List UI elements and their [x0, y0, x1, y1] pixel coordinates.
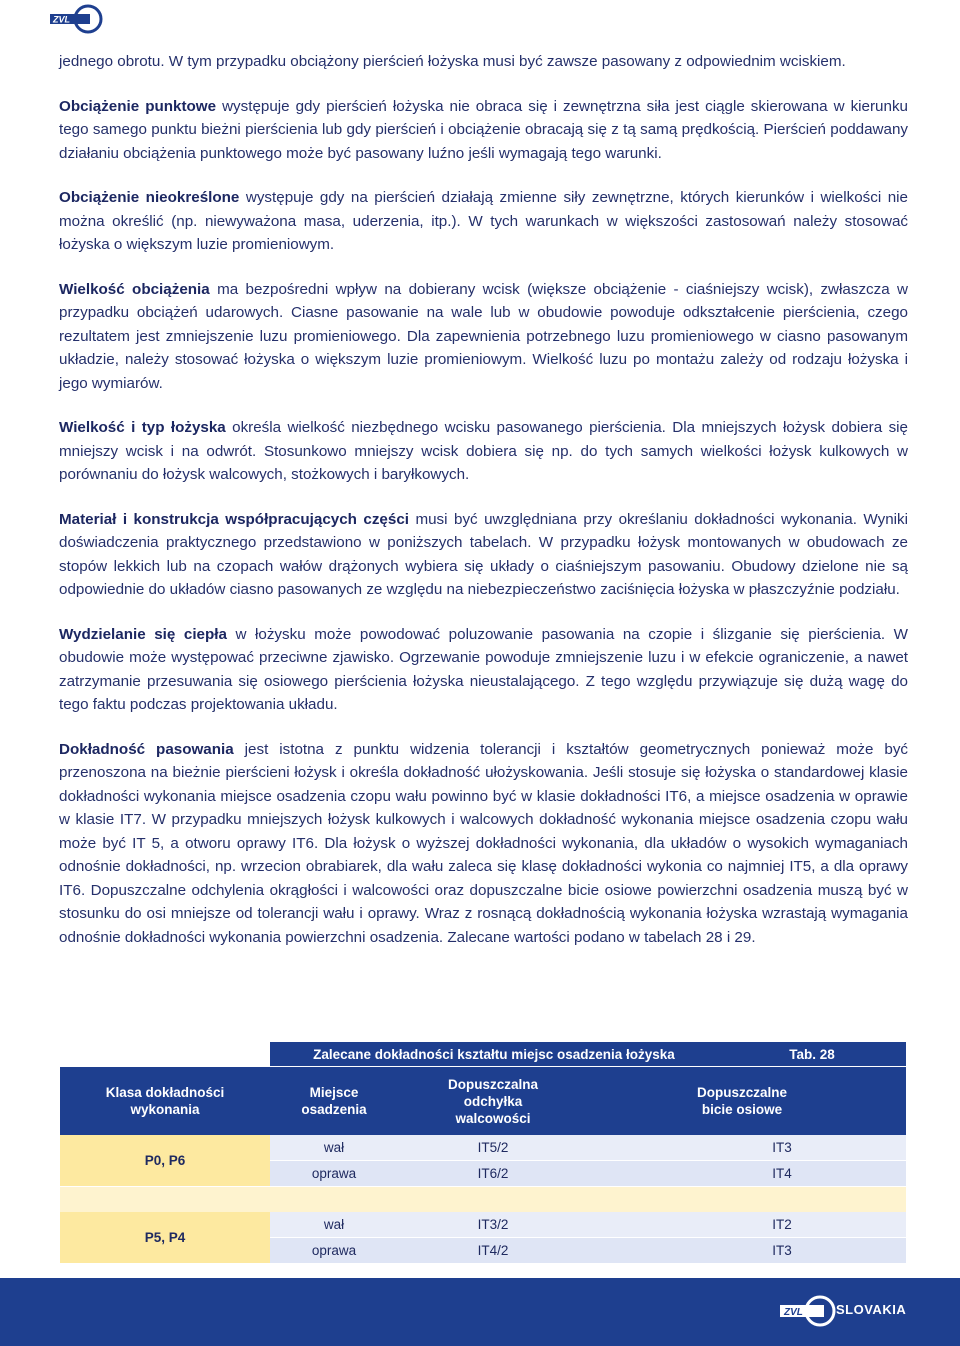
table-row: [60, 1212, 906, 1238]
paragraph-lead-term: Wielkość i typ łożyska: [59, 419, 226, 436]
table-number: Tab. 28: [718, 1042, 906, 1067]
col-header-cyl: Dopuszczalna odchyłka walcowości: [398, 1067, 588, 1136]
runout-cell: IT3: [588, 1135, 906, 1161]
table-header-row: [60, 1067, 906, 1136]
paragraph-lead-term: Wielkość obciążenia: [59, 280, 210, 298]
paragraph-lead-term: Obciążenie nieokreślone: [59, 189, 240, 206]
paragraph-text: w łożysku może powodować poluzowanie pasowania na czopie i ślizganie się pierścienia. W obudowie może występować przeciwne zjawisko. Ogrzewanie powoduje zmniejszenie luzu i w efekcie ograniczenie, a nawet zatrzymanie przesuwania się osiowego pierścienia łożyska nieustalającego. Z tego względu przywiązuje się dużą wagę do tego faktu podczas projektowania układu.: [59, 625, 908, 713]
paragraph: [59, 416, 908, 487]
paragraph-text: ma bezpośredni wpływ na dobierany wcisk (większe obciążenie - ciaśniejszy wcisk), zwłaszcza w przypadku obciążeń udarowych. Ciasne pasowanie na wale lub w obudowie powoduje odkształcenie pierścienia, czego rezultatem jest zmniejszenie luzu promieniowego. Dla zapewnienia potrzebnego luzu promieniowego w ciasno pasowanym układzie, należy stosować łożyska o większym luzie promieniowym. Wielkość luzu po montażu zależy od rodzaju łożyska i jego wymiarów.: [59, 280, 908, 392]
class-cell: P0, P6: [60, 1135, 270, 1187]
paragraph-text: występuje gdy na pierścień działają zmienne siły zewnętrzne, których kierunków i wielkości nie można określić (np. niewyważona masa, uderzenia, itp.). W tych warunkach w większości zastosowań należy stosować łożyska o większym luzie promieniowym.: [59, 189, 908, 253]
table-title-row: [60, 1042, 906, 1067]
table-separator: [60, 1187, 906, 1213]
class-cell: P5, P4: [60, 1212, 270, 1264]
document-body: [59, 50, 908, 970]
paragraph: [59, 50, 908, 74]
col-header-class: Klasa dokładności wykonania: [60, 1067, 270, 1136]
paragraph-lead-term: Materiał i konstrukcja współpracujących części: [59, 510, 409, 528]
paragraph-text: musi być uwzględniana przy określaniu dokładności wykonania. Wyniki doświadczenia praktycznego przedstawiono w poniższych tabelach. W przypadku łożysk montowanych w obudowach ze stopów lekkich lub na czopach wałów drążonych wybiera się układy o ciaśniejszym pasowaniu. Obudowy dzielone nie są odpowiednie do układów ciasno pasowanych ze względu na niebezpieczeństwo zaciśnięcia łożyska w płaszczyźnie podziału.: [59, 510, 908, 598]
footer-logo-text: ZVL: [784, 1307, 803, 1318]
paragraph-text: jednego obrotu. W tym przypadku obciążony pierścień łożyska musi być zawsze pasowany z odpowiednim wciskiem.: [59, 53, 846, 70]
paragraph: [59, 186, 908, 257]
place-cell: oprawa: [270, 1238, 398, 1264]
paragraph: [59, 278, 908, 396]
paragraph: [59, 95, 908, 166]
paragraph-lead-term: Wydzielanie się ciepła: [59, 625, 227, 643]
table-row: [60, 1135, 906, 1161]
paragraph-lead-term: Dokładność pasowania: [59, 740, 234, 758]
paragraph: [59, 508, 908, 602]
paragraph: [59, 623, 908, 717]
cyl-cell: IT4/2: [398, 1238, 588, 1264]
runout-cell: IT3: [588, 1238, 906, 1264]
place-cell: oprawa: [270, 1161, 398, 1187]
runout-cell: IT2: [588, 1212, 906, 1238]
zvl-logo-icon: [50, 4, 106, 34]
paragraph-text: występuje gdy pierścień łożyska nie obraca się i zewnętrzna siła jest ciągle skierowana w kierunku tego samego punktu bieżni pierścienia lub gdy pierścień i obciążenie obracają się z tą samą prędkością. Pierścień poddawany działaniu obciążenia punktowego może być pasowany luźno jeśli wymagają tego warunki.: [59, 97, 908, 162]
paragraph-text: określa wielkość niezbędnego wcisku pasowanego pierścienia. Dla mniejszych łożysk dobiera się mniejszy wcisk i na odwrót. Stosunkowo mniejszy wcisk dobiera się np. do tych samych wielkości łożysk kulkowych w porównaniu do łożysk walcowych, stożkowych i baryłkowych.: [59, 419, 908, 483]
cyl-cell: IT6/2: [398, 1161, 588, 1187]
cyl-cell: IT3/2: [398, 1212, 588, 1238]
col-header-place: Miejsce osadzenia: [270, 1067, 398, 1136]
paragraph-lead-term: Obciążenie punktowe: [59, 97, 217, 115]
paragraph: [59, 738, 908, 950]
table-title: Zalecane dokładności kształtu miejsc osadzenia łożyska: [270, 1042, 718, 1067]
place-cell: wał: [270, 1135, 398, 1161]
place-cell: wał: [270, 1212, 398, 1238]
logo-text: ZVL: [53, 14, 70, 25]
col-header-runout: Dopuszczalne bicie osiowe: [588, 1067, 906, 1136]
runout-cell: IT4: [588, 1161, 906, 1187]
footer-brand: SLOVAKIA: [836, 1302, 907, 1317]
tolerance-table: [60, 1042, 906, 1264]
paragraph-text: jest istotna z punktu widzenia tolerancji i kształtów geometrycznych ponieważ może być przenoszona na bieżnie pierścieni łożysk i określa dokładność ułożyskowania. Jeśli stosuje się łożyska o standardowej klasie dokładności wykonania miejsce osadzenia czopu wału powinno być w klasie dokładności IT6, a miejsce osadzenia w oprawie w klasie IT7. W przypadku mniejszych łożysk kulkowych i walcowych dokładność wykonania miejsce osadzenia czopu wału może być IT 5, a otworu oprawy IT6. Dla łożysk o wyższej dokładności wykonania, dla układów o wysokich wymaganiach odnośnie dokładności, np. wrzecion obrabiarek, dla wału zaleca się klasę dokładności wykonia co najmniej IT5, a dla oprawy IT6. Dopuszczalne odchylenia okrągłości i walcowości oraz dopuszczalne bicie osiowe powierzchni osadzenia muszą być w stosunku do osi mniejsze od tolerancji wału i oprawy. Wraz z rosnącą dokładnością wykonania łożyska wzrastają wymagania odnośnie dokładności wykonania powierzchni osadzenia. Zalecane wartości podano w tabelach 28 i 29.: [59, 740, 909, 946]
cyl-cell: IT5/2: [398, 1135, 588, 1161]
